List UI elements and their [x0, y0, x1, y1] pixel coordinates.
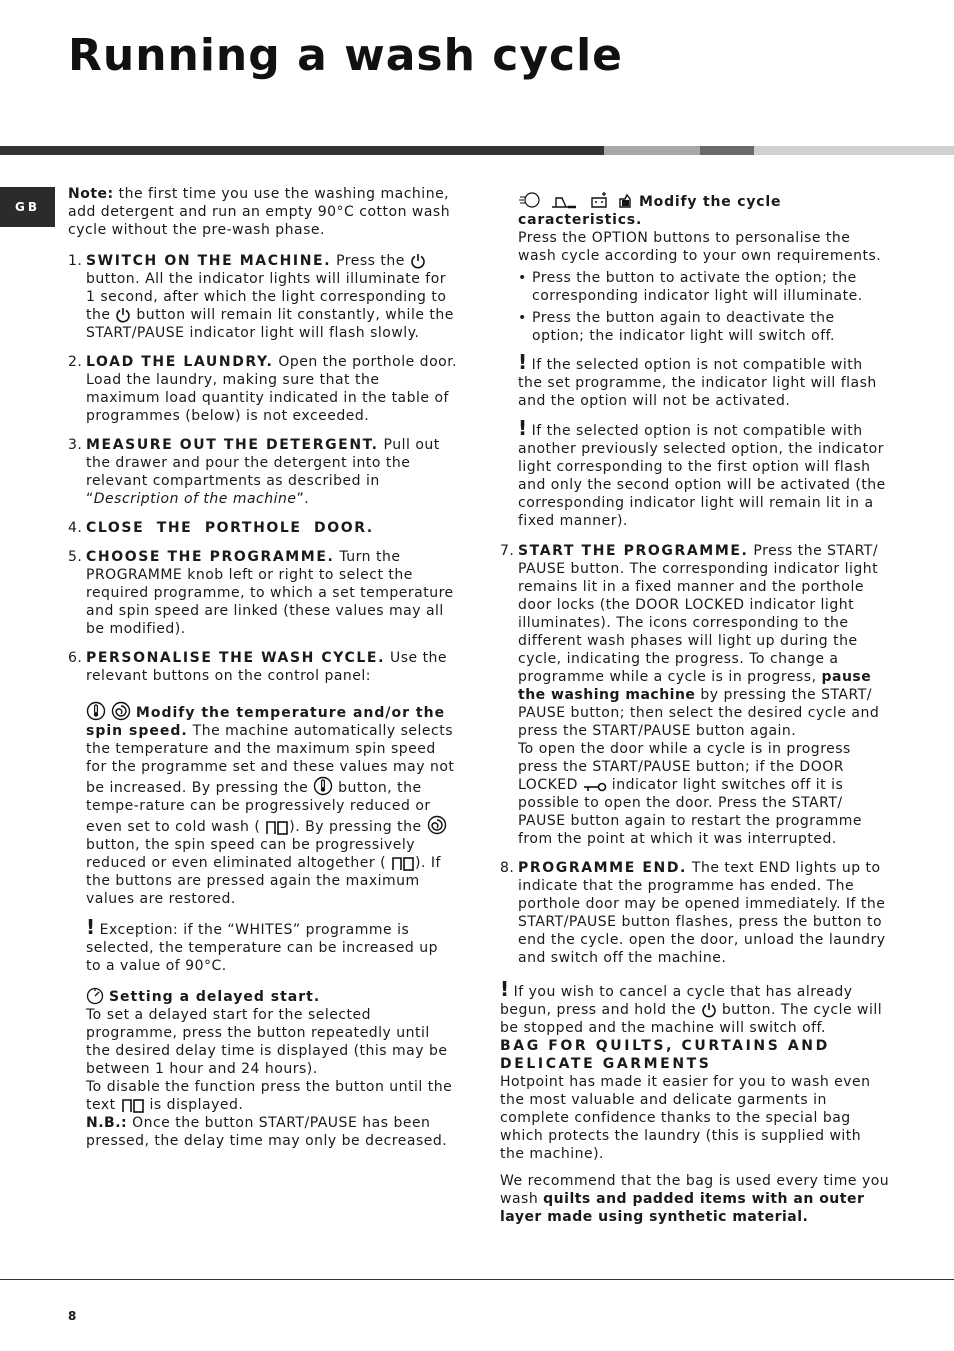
- bag-paragraph-1: Hotpoint has made it easier for you to wash even the most valuable and delicate garments in complete confidence thanks to the special bag which protects the laundry (this is supplied with the machine).: [500, 1074, 871, 1162]
- note-paragraph: Note: the first time you use the washing machine, add detergent and run an empty 90°C cotton wash cycle without the pre-wash phase.: [68, 186, 451, 238]
- step-8: 8. PROGRAMME END. The text END lights up to indicate that the programme has ended. The porthole door may be opened immediately. If the START/PAUSE button flashes, press the button to end the cycle. open the door, unload the laundry and switch off the machine.: [500, 860, 886, 966]
- power-icon: [410, 253, 426, 269]
- step-1: 1. SWITCH ON THE MACHINE. Press the button. All the indicator lights will illuminate for 1 second, after which the light corresponding to the button will remain lit constantly, while the START/PAUSE indicator light will flash slowly.: [68, 253, 454, 341]
- spin-icon: [427, 815, 447, 835]
- delay-section: Setting a delayed start. To set a delayed start for the selected programme, press the button repeatedly until the desired delay time is displayed (this may be between 1 hour and 24 hours). To disable the function press the button until the text is displayed. N.B.: Once the button START/PAUSE has been pressed, the delay time may only be decreased.: [68, 987, 458, 1150]
- off-display-icon: [265, 820, 289, 835]
- page-title: Running a wash cycle: [68, 30, 624, 81]
- temp-spin-section: Modify the temperature and/or the spin speed. The machine automatically selects the temperature and the maximum spin speed for the programme set and these values may not be increased. By pressing the button, the tempe-rature can be progressively reduced or even set to cold wash ( ). By pressing the button, the spin speed can be progressively reduced or even eliminated altogether ( ). If the buttons are pressed again the maximum values are restored.: [68, 701, 458, 908]
- off-display-icon: [121, 1098, 145, 1113]
- warning-icon: !: [518, 350, 528, 374]
- key-lock-icon: [583, 781, 607, 793]
- delay-disable: To disable the function press the button until the text is displayed.: [86, 1079, 453, 1113]
- step-6: 6. PERSONALISE THE WASH CYCLE. Use the relevant buttons on the control panel:: [68, 650, 448, 684]
- power-icon: [115, 307, 131, 323]
- warning-icon: !: [518, 416, 528, 440]
- warning-icon: !: [86, 915, 96, 939]
- step-7: 7. START THE PROGRAMME. Press the START/ PAUSE button. The corresponding indicator light remains lit in a fixed manner and the porthole door locks (the DOOR LOCKED indicator light illuminates). The icons corresponding to the different wash phases will light up during the cycle, indicating the progress. To change a programme while a cycle is in progress, pause the washing machine by pressing the START/ PAUSE button; then select the desired cycle and press the START/PAUSE button again. To open the door while a cycle is in progress press the START/PAUSE button; if the DOOR LOCKED indicator light switches off it is possible to open the door. Press the START/ PAUSE button again to restart the programme from the point at which it was interrupted.: [500, 542, 890, 848]
- header-rule-dark: [0, 146, 604, 155]
- power-icon: [701, 1002, 717, 1018]
- section-tab: GB: [0, 187, 55, 227]
- step-5: 5. CHOOSE THE PROGRAMME. Turn the PROGRAMME knob left or right to select the required programme, to which a set temperature and spin speed are linked (these values may all be modified).: [68, 549, 454, 637]
- bag-paragraph-2: We recommend that the bag is used every time you wash quilts and padded items with an outer layer made using synthetic material.: [500, 1173, 890, 1225]
- step-3: 3. MEASURE OUT THE DETERGENT. Pull out the drawer and pour the detergent into the relevant compartments as described in “Description of the machine”.: [68, 437, 440, 507]
- left-column: [68, 185, 458, 1162]
- step-2: 2. LOAD THE LAUNDRY. Open the porthole door. Load the laundry, making sure that the maximum load quantity indicated in the table of programmes (below) is not exceeded.: [68, 354, 458, 424]
- thermometer-icon: [86, 701, 106, 721]
- spin-icon: [111, 701, 131, 721]
- door-open-text: To open the door while a cycle is in progress press the START/PAUSE button; if the DOOR LOCKED indicator light switches off it is possible to open the door. Press the START/ PAUSE button again to restart the programme from the point at which it was interrupted.: [518, 741, 862, 847]
- off-display-icon: [391, 856, 415, 871]
- bag-heading: BAG FOR QUILTS, CURTAINS AND DELICATE GARMENTS: [500, 1038, 830, 1072]
- option-warning-2: ! If the selected option is not compatible with another previously selected option, the indicator light corresponding to the first option will flash and only the second option will be activated (the corresponding indicator light will remain lit in a fixed manner).: [518, 416, 886, 529]
- warning-icon: !: [500, 977, 510, 1001]
- options-section: Modify the cycle caracteristics. Press the OPTION buttons to personalise the wash cycle according to your own requirements. • Press the button to activate the option; the corresponding indicator light will illuminate. • Press the button again to deactivate the option; the indicator light will switch off. ! If the selected option is not compatible with the set programme, the indicator light will flash and the option will not be activated. ! If the selected option is not compatible with another previously selected option, the indicator light corresponding to the first option will flash and only the second option will be activated (the corresponding indicator light will remain lit in a fixed manner).: [500, 190, 890, 530]
- option-warning-1: ! If the selected option is not compatible with the set programme, the indicator light will flash and the option will not be activated.: [518, 350, 877, 409]
- step-4: 4. CLOSE THE PORTHOLE DOOR.: [68, 520, 374, 536]
- thermometer-icon: [313, 776, 333, 796]
- delay-nb: N.B.: Once the button START/PAUSE has been pressed, the delay time may only be decreased.: [86, 1115, 448, 1149]
- page-number: 8: [68, 1309, 77, 1323]
- option-bullet: • Press the button again to deactivate the option; the indicator light will switch off.: [518, 309, 890, 345]
- header-rule-light: [754, 146, 954, 155]
- right-column: [500, 190, 890, 1226]
- exception-note: ! Exception: if the “WHITES” programme is selected, the temperature can be increased up to a value of 90°C.: [86, 915, 439, 974]
- cancel-note: ! If you wish to cancel a cycle that has already begun, press and hold the button. The cycle will be stopped and the machine will switch off.: [500, 977, 883, 1036]
- option-bullet: • Press the button to activate the option; the corresponding indicator light will illuminate.: [518, 269, 890, 305]
- footer-rule: [0, 1279, 954, 1280]
- header-rule-mid2: [700, 146, 754, 155]
- delay-timer-icon: [86, 987, 104, 1005]
- option-icons: [518, 190, 634, 210]
- header-rule-mid: [604, 146, 700, 155]
